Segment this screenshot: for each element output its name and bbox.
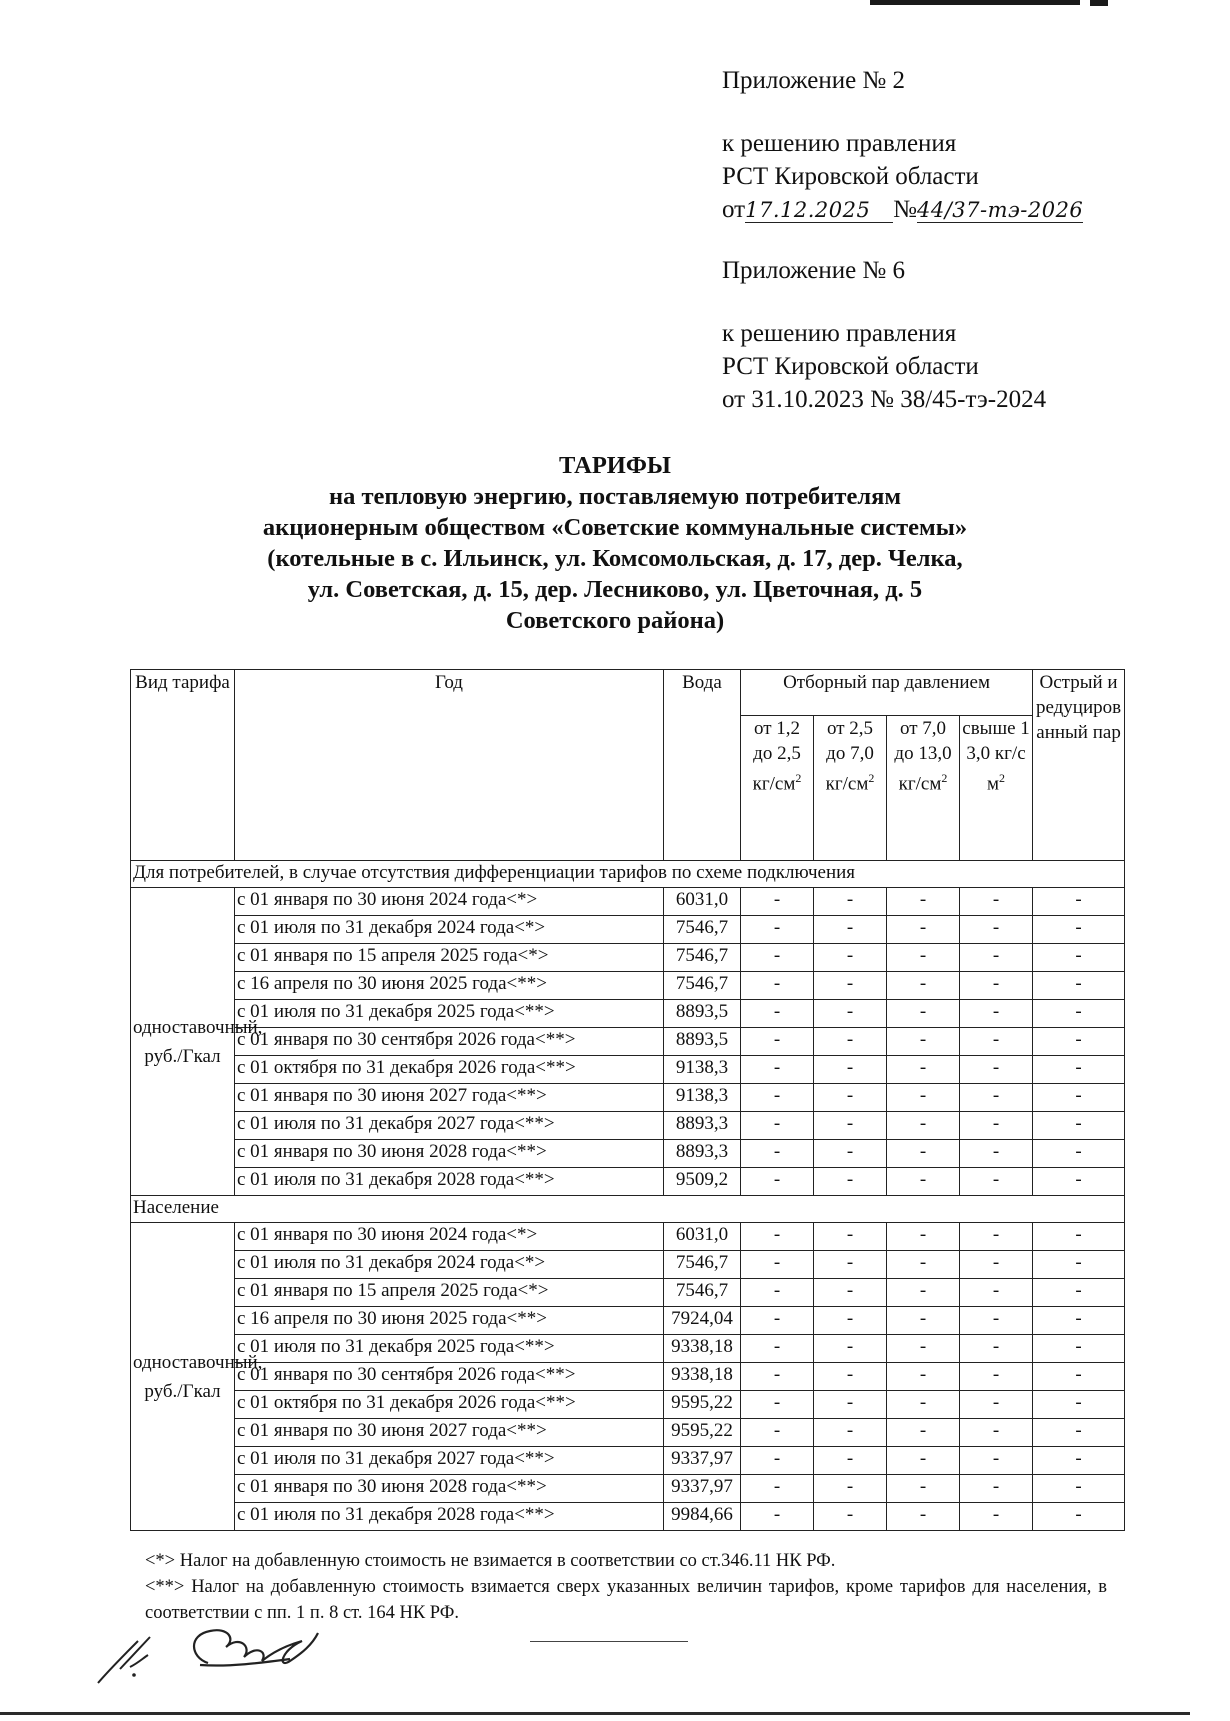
empty-value-cell: -	[814, 1251, 887, 1279]
water-tariff-cell: 8893,3	[664, 1112, 741, 1140]
empty-value-cell: -	[741, 1028, 814, 1056]
empty-value-cell: -	[741, 1140, 814, 1168]
separator-line	[530, 1641, 688, 1642]
empty-value-cell: -	[741, 888, 814, 916]
empty-value-cell: -	[814, 916, 887, 944]
empty-value-cell: -	[741, 1363, 814, 1391]
empty-value-cell: -	[741, 1391, 814, 1419]
header-pressure-1: от 1,2 до 2,5 $кг/см^2$	[741, 716, 814, 861]
period-cell: с 16 апреля по 30 июня 2025 года<**>	[235, 972, 664, 1000]
scan-edge-mark	[1090, 0, 1108, 6]
empty-value-cell: -	[741, 1503, 814, 1531]
empty-value-cell: -	[887, 1223, 960, 1251]
appendix-6-block	[722, 254, 1046, 416]
empty-value-cell: -	[887, 916, 960, 944]
empty-value-cell: -	[1033, 1112, 1125, 1140]
period-cell: с 01 января по 30 июня 2024 года<*>	[235, 888, 664, 916]
empty-value-cell: -	[814, 1223, 887, 1251]
empty-value-cell: -	[887, 944, 960, 972]
empty-value-cell: -	[1033, 1028, 1125, 1056]
empty-value-cell: -	[814, 1056, 887, 1084]
empty-value-cell: -	[887, 1251, 960, 1279]
appendix-6-line3: от 31.10.2023 № 38/45-тэ-2024	[722, 386, 1047, 413]
water-tariff-cell: 8893,5	[664, 1028, 741, 1056]
empty-value-cell: -	[1033, 888, 1125, 916]
header-row	[131, 670, 1125, 716]
period-cell: с 01 июля по 31 декабря 2025 года<**>	[235, 1000, 664, 1028]
empty-value-cell: -	[960, 1419, 1033, 1447]
empty-value-cell: -	[960, 944, 1033, 972]
appendix-2-line2: РСТ Кировской области	[722, 163, 979, 190]
period-cell: с 01 января по 30 сентября 2026 года<**>	[235, 1028, 664, 1056]
table-row	[131, 1307, 1125, 1335]
table-row	[131, 1279, 1125, 1307]
empty-value-cell: -	[1033, 1363, 1125, 1391]
table-row	[131, 1251, 1125, 1279]
table-row	[131, 1363, 1125, 1391]
table-row	[131, 1391, 1125, 1419]
empty-value-cell: -	[1033, 1503, 1125, 1531]
empty-value-cell: -	[960, 1223, 1033, 1251]
empty-value-cell: -	[960, 1391, 1033, 1419]
header-water: Вода	[664, 670, 741, 861]
empty-value-cell: -	[887, 1168, 960, 1196]
water-tariff-cell: 7546,7	[664, 944, 741, 972]
empty-value-cell: -	[741, 1335, 814, 1363]
empty-value-cell: -	[814, 1084, 887, 1112]
empty-value-cell: -	[1033, 1335, 1125, 1363]
empty-value-cell: -	[814, 1112, 887, 1140]
empty-value-cell: -	[887, 1419, 960, 1447]
table-row	[131, 1447, 1125, 1475]
date-prefix: от	[722, 196, 746, 223]
water-tariff-cell: 9138,3	[664, 1084, 741, 1112]
water-tariff-cell: 9338,18	[664, 1363, 741, 1391]
water-tariff-cell: 9338,18	[664, 1335, 741, 1363]
empty-value-cell: -	[814, 1335, 887, 1363]
empty-value-cell: -	[960, 916, 1033, 944]
empty-value-cell: -	[1033, 1447, 1125, 1475]
handwritten-number: 44/37-тэ-2026	[916, 198, 1084, 222]
empty-value-cell: -	[960, 1028, 1033, 1056]
table-row	[131, 1419, 1125, 1447]
period-cell: с 01 января по 30 июня 2027 года<**>	[235, 1084, 664, 1112]
section-row	[131, 1196, 1125, 1223]
table-row	[131, 1056, 1125, 1084]
water-tariff-cell: 8893,5	[664, 1000, 741, 1028]
water-tariff-cell: 7924,04	[664, 1307, 741, 1335]
table-row	[131, 944, 1125, 972]
header-pressure-2: от 2,5 до 7,0 $кг/см^2$	[814, 716, 887, 861]
table-row	[131, 1140, 1125, 1168]
title-line: акционерным обществом «Советские коммунальные системы»	[262, 514, 968, 541]
empty-value-cell: -	[1033, 1000, 1125, 1028]
empty-value-cell: -	[814, 1028, 887, 1056]
empty-value-cell: -	[887, 1391, 960, 1419]
empty-value-cell: -	[887, 1475, 960, 1503]
water-tariff-cell: 7546,7	[664, 1251, 741, 1279]
empty-value-cell: -	[960, 1503, 1033, 1531]
water-tariff-cell: 7546,7	[664, 916, 741, 944]
title-line: на тепловую энергию, поставляемую потребителям	[328, 483, 902, 510]
empty-value-cell: -	[814, 1000, 887, 1028]
empty-value-cell: -	[1033, 1419, 1125, 1447]
empty-value-cell: -	[741, 1447, 814, 1475]
water-tariff-cell: 6031,0	[664, 1223, 741, 1251]
empty-value-cell: -	[1033, 1475, 1125, 1503]
period-cell: с 01 октября по 31 декабря 2026 года<**>	[235, 1056, 664, 1084]
empty-value-cell: -	[887, 1000, 960, 1028]
empty-value-cell: -	[960, 1279, 1033, 1307]
period-cell: с 01 января по 30 июня 2024 года<*>	[235, 1223, 664, 1251]
tariff-kind: одноставочный, руб./Гкал	[131, 1223, 235, 1531]
period-cell: с 01 июля по 31 декабря 2028 года<**>	[235, 1503, 664, 1531]
scan-edge-mark	[870, 0, 1080, 5]
empty-value-cell: -	[887, 1056, 960, 1084]
empty-value-cell: -	[887, 1028, 960, 1056]
table-row	[131, 972, 1125, 1000]
header-kind: Вид тарифа	[131, 670, 235, 861]
empty-value-cell: -	[887, 1363, 960, 1391]
empty-value-cell: -	[814, 1168, 887, 1196]
handwritten-date: 17.12.2025	[745, 198, 893, 223]
water-tariff-cell: 8893,3	[664, 1140, 741, 1168]
empty-value-cell: -	[741, 1084, 814, 1112]
footnote-1: <*> Налог на добавленную стоимость не взимается в соответствии со ст.346.11 НК РФ.	[145, 1551, 836, 1571]
period-cell: с 01 июля по 31 декабря 2025 года<**>	[235, 1335, 664, 1363]
section-row	[131, 861, 1125, 888]
empty-value-cell: -	[814, 1307, 887, 1335]
empty-value-cell: -	[960, 888, 1033, 916]
tariff-table	[130, 669, 1125, 1531]
header-steam-group: Отборный пар давлением	[741, 670, 1033, 716]
signature-image	[90, 1617, 360, 1694]
period-cell: с 01 января по 30 июня 2028 года<**>	[235, 1475, 664, 1503]
empty-value-cell: -	[741, 944, 814, 972]
empty-value-cell: -	[1033, 1223, 1125, 1251]
footnote-2: <**> Налог на добавленную стоимость взимается сверх указанных величин тарифов, кроме тарифов для населения, в соответствии с пп. 1 п. 8 ст. 164 НК РФ.	[145, 1577, 1107, 1623]
water-tariff-cell: 9595,22	[664, 1391, 741, 1419]
table-row	[131, 1503, 1125, 1531]
water-tariff-cell: 9509,2	[664, 1168, 741, 1196]
empty-value-cell: -	[814, 1447, 887, 1475]
appendix-2-date-line	[722, 193, 1083, 226]
title-line: Советского района)	[505, 607, 725, 634]
water-tariff-cell: 9138,3	[664, 1056, 741, 1084]
empty-value-cell: -	[1033, 1056, 1125, 1084]
section-label: Для потребителей, в случае отсутствия дифференциации тарифов по схеме подключения	[131, 861, 1125, 888]
empty-value-cell: -	[960, 1447, 1033, 1475]
period-cell: с 01 января по 30 сентября 2026 года<**>	[235, 1363, 664, 1391]
period-cell: с 01 июля по 31 декабря 2024 года<*>	[235, 1251, 664, 1279]
empty-value-cell: -	[960, 1168, 1033, 1196]
period-cell: с 01 июля по 31 декабря 2024 года<*>	[235, 916, 664, 944]
empty-value-cell: -	[814, 1475, 887, 1503]
empty-value-cell: -	[814, 888, 887, 916]
empty-value-cell: -	[1033, 1084, 1125, 1112]
empty-value-cell: -	[887, 1307, 960, 1335]
empty-value-cell: -	[1033, 916, 1125, 944]
appendix-6-title: Приложение № 6	[722, 257, 906, 284]
empty-value-cell: -	[814, 1363, 887, 1391]
empty-value-cell: -	[1033, 1251, 1125, 1279]
water-tariff-cell: 7546,7	[664, 972, 741, 1000]
empty-value-cell: -	[960, 1251, 1033, 1279]
table-row	[131, 1335, 1125, 1363]
empty-value-cell: -	[1033, 1307, 1125, 1335]
empty-value-cell: -	[741, 916, 814, 944]
empty-value-cell: -	[814, 972, 887, 1000]
empty-value-cell: -	[960, 1307, 1033, 1335]
empty-value-cell: -	[887, 1279, 960, 1307]
empty-value-cell: -	[814, 1391, 887, 1419]
empty-value-cell: -	[960, 972, 1033, 1000]
empty-value-cell: -	[741, 1223, 814, 1251]
title-line: (котельные в с. Ильинск, ул. Комсомольская, д. 17, дер. Челка,	[267, 545, 963, 572]
empty-value-cell: -	[1033, 1391, 1125, 1419]
period-cell: с 01 июля по 31 декабря 2028 года<**>	[235, 1168, 664, 1196]
period-cell: с 01 июля по 31 декабря 2027 года<**>	[235, 1447, 664, 1475]
header-year: Год	[235, 670, 664, 861]
empty-value-cell: -	[960, 1056, 1033, 1084]
empty-value-cell: -	[741, 1307, 814, 1335]
empty-value-cell: -	[887, 1447, 960, 1475]
empty-value-cell: -	[814, 1279, 887, 1307]
period-cell: с 01 июля по 31 декабря 2027 года<**>	[235, 1112, 664, 1140]
empty-value-cell: -	[741, 1112, 814, 1140]
period-cell: с 01 января по 15 апреля 2025 года<*>	[235, 944, 664, 972]
empty-value-cell: -	[887, 1084, 960, 1112]
water-tariff-cell: 7546,7	[664, 1279, 741, 1307]
table-row	[131, 1084, 1125, 1112]
empty-value-cell: -	[741, 1000, 814, 1028]
title-line: ТАРИФЫ	[559, 452, 671, 479]
number-prefix: №	[893, 196, 917, 223]
table-row	[131, 1000, 1125, 1028]
empty-value-cell: -	[887, 1112, 960, 1140]
empty-value-cell: -	[741, 1168, 814, 1196]
empty-value-cell: -	[960, 1000, 1033, 1028]
table-row	[131, 1028, 1125, 1056]
empty-value-cell: -	[960, 1084, 1033, 1112]
empty-value-cell: -	[741, 972, 814, 1000]
empty-value-cell: -	[814, 944, 887, 972]
period-cell: с 01 января по 15 апреля 2025 года<*>	[235, 1279, 664, 1307]
water-tariff-cell: 9984,66	[664, 1503, 741, 1531]
header-pressure-3: от 7,0 до 13,0 $кг/см^2$	[887, 716, 960, 861]
empty-value-cell: -	[887, 1140, 960, 1168]
empty-value-cell: -	[1033, 944, 1125, 972]
header-pressure-4: свыше 13,0 $кг/см^2$	[960, 716, 1033, 861]
empty-value-cell: -	[887, 972, 960, 1000]
appendix-2-block	[722, 64, 1083, 226]
empty-value-cell: -	[741, 1419, 814, 1447]
empty-value-cell: -	[741, 1251, 814, 1279]
document-title	[0, 450, 1230, 636]
appendix-2-title: Приложение № 2	[722, 67, 906, 94]
title-line: ул. Советская, д. 15, дер. Лесниково, ул. Цветочная, д. 5	[307, 576, 923, 603]
empty-value-cell: -	[1033, 972, 1125, 1000]
empty-value-cell: -	[887, 1503, 960, 1531]
empty-value-cell: -	[741, 1475, 814, 1503]
appendix-6-line2: РСТ Кировской области	[722, 353, 979, 380]
empty-value-cell: -	[960, 1112, 1033, 1140]
table-row	[131, 916, 1125, 944]
period-cell: с 16 апреля по 30 июня 2025 года<**>	[235, 1307, 664, 1335]
footnotes	[145, 1548, 1107, 1626]
empty-value-cell: -	[814, 1503, 887, 1531]
water-tariff-cell: 9595,22	[664, 1419, 741, 1447]
empty-value-cell: -	[887, 1335, 960, 1363]
empty-value-cell: -	[814, 1140, 887, 1168]
scan-edge-mark	[0, 1712, 1190, 1715]
period-cell: с 01 января по 30 июня 2027 года<**>	[235, 1419, 664, 1447]
appendix-6-line1: к решению правления	[722, 320, 957, 347]
empty-value-cell: -	[887, 888, 960, 916]
empty-value-cell: -	[960, 1363, 1033, 1391]
table-row	[131, 1475, 1125, 1503]
appendix-2-line1: к решению правления	[722, 130, 957, 157]
water-tariff-cell: 6031,0	[664, 888, 741, 916]
empty-value-cell: -	[960, 1140, 1033, 1168]
table-row	[131, 1112, 1125, 1140]
empty-value-cell: -	[1033, 1140, 1125, 1168]
empty-value-cell: -	[741, 1279, 814, 1307]
table-row	[131, 888, 1125, 916]
water-tariff-cell: 9337,97	[664, 1475, 741, 1503]
water-tariff-cell: 9337,97	[664, 1447, 741, 1475]
table-row	[131, 1168, 1125, 1196]
empty-value-cell: -	[814, 1419, 887, 1447]
empty-value-cell: -	[960, 1475, 1033, 1503]
tariff-kind: одноставочный, руб./Гкал	[131, 888, 235, 1196]
empty-value-cell: -	[741, 1056, 814, 1084]
empty-value-cell: -	[960, 1335, 1033, 1363]
table-row	[131, 1223, 1125, 1251]
empty-value-cell: -	[1033, 1279, 1125, 1307]
empty-value-cell: -	[1033, 1168, 1125, 1196]
period-cell: с 01 января по 30 июня 2028 года<**>	[235, 1140, 664, 1168]
period-cell: с 01 октября по 31 декабря 2026 года<**>	[235, 1391, 664, 1419]
section-label: Население	[131, 1196, 1125, 1223]
header-sharp-steam: Острый и редуцированный пар	[1033, 670, 1125, 861]
